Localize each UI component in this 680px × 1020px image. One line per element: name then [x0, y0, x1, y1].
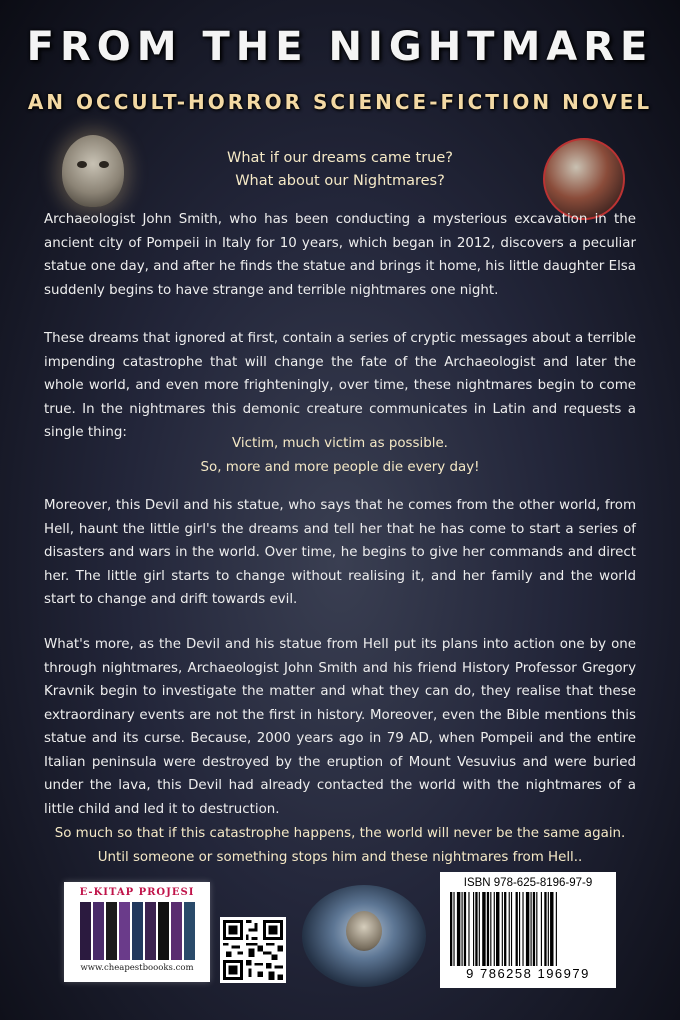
blurb-paragraph-3: Moreover, this Devil and his statue, who says that he comes from the other world, from Hell, haunt the little girl's the dreams and tell her that he has come to start a series of disasters and wars in the world. Over time, he begins to give her commands and direct her. The little girl starts to change without realising it, and her family and the world start to change and drift towards evil. [44, 498, 636, 607]
demon-quote-line-2: So, more and more people die every day! [200, 459, 480, 475]
publisher-url: www.cheapestboooks.com [80, 963, 194, 973]
barcode-bars [448, 892, 608, 966]
demon-quote [44, 432, 636, 479]
book-subtitle: AN OCCULT-HORROR SCIENCE-FICTION NOVEL [27, 90, 653, 114]
publisher-logo [64, 882, 210, 982]
tagline-line-1: What if our dreams came true? [227, 150, 453, 166]
closing-lines [44, 822, 636, 869]
publisher-name: E-KITAP PROJESI [79, 887, 195, 898]
blurb-paragraph-4: What's more, as the Devil and his statue from Hell put its plans into action one by one through nightmares, Archaeologist John Smith and his friend History Professor Gregory Kravnik begin to investigate the matter and what they can do, they realise that these extraordinary events are not the first in history. Moreover, even the Bible mentions this statue and its curse. Because, 2000 years ago in 79 AD, when Pompeii and the entire Italian peninsula were destroyed by the eruption of Mount Vesuvius and were buried under the lava, this Devil had already contacted the world with the nightmares of a little child and led it to destruction. [44, 637, 636, 817]
qr-code-icon [220, 917, 286, 983]
publisher-books-graphic [68, 902, 206, 960]
closing-line-2: Until someone or something stops him and these nightmares from Hell.. [97, 849, 583, 865]
book-title: FROM THE NIGHTMARE [26, 24, 654, 70]
blurb-paragraph-2: These dreams that ignored at first, contain a series of cryptic messages about a terrible impending catastrophe that will change the fate of the Archaeologist and later the whole world, and even more frighteningly, over time, these nightmares begin to come true. In the nightmares this demonic creature communicates in Latin and requests a single thing: [44, 331, 636, 440]
demon-quote-line-1: Victim, much victim as possible. [232, 436, 448, 451]
blurb-paragraph-1: Archaeologist John Smith, who has been conducting a mysterious excavation in the ancient city of Pompeii in Italy for 10 years, which began in 2012, discovers a peculiar statue one day, and after he finds the statue and brings it home, his little daughter Elsa suddenly begins to have strange and terrible nightmares one night. [44, 212, 636, 298]
demon-statue-icon [302, 885, 426, 987]
isbn-label: ISBN 978-625-8196-97-9 [463, 877, 593, 889]
isbn-barcode [440, 872, 616, 988]
tagline [180, 147, 500, 193]
closing-line-1: So much so that if this catastrophe happens, the world will never be the same again. [54, 826, 626, 841]
tagline-line-2: What about our Nightmares? [235, 173, 445, 189]
isbn-digits: 9 786258 196979 [466, 966, 590, 981]
stone-mask-icon [62, 135, 124, 207]
statue-face [346, 911, 382, 951]
